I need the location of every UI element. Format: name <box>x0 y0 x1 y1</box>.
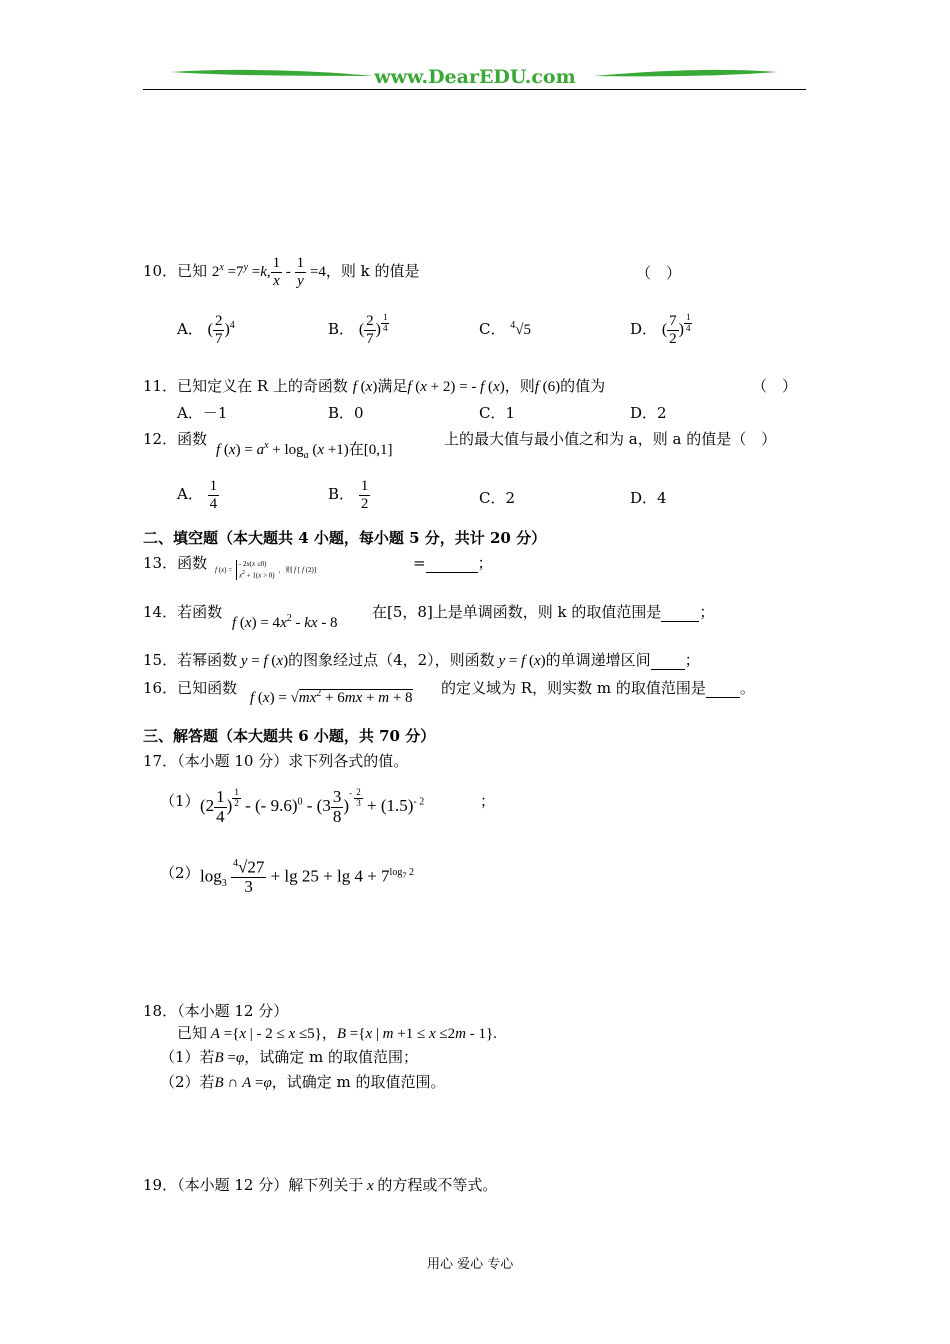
option-b: B．0 <box>328 404 364 422</box>
question-text: ，则 k 的值是 <box>325 262 420 280</box>
option-a: A． ( $\frac{2}{7}$ )$^4$ <box>177 313 235 347</box>
question-text: 的定义域为 R，则实数 m 的取值范围是 。 <box>441 679 755 697</box>
fraction: $\frac{1}{x}$ <box>272 255 281 289</box>
option-b: B． $\frac{1}{2}$ <box>328 478 369 512</box>
option-a: A．－1 <box>177 404 228 422</box>
header-site-name: www.DearEDU.com <box>374 66 576 88</box>
question-14: 14．若函数 <box>143 603 223 621</box>
answer-paren: （ ） <box>752 377 798 395</box>
header-rule <box>143 89 806 90</box>
question-12: 12．函数 <box>143 430 208 448</box>
option-d: D． ( $\frac{7}{2}$ ) $\frac{1}{4}$ <box>630 312 691 347</box>
footer-text: 用心 爱心 专心 <box>427 1257 514 1272</box>
answer-paren: （ ） <box>636 264 682 282</box>
question-16: 16．已知函数 <box>143 679 238 697</box>
equation: f $(x) = a^x + \log_a (x +1)$在[0,1] <box>216 440 393 461</box>
equation: f $(x) = 4x^2$ - kx - 8 <box>232 613 338 631</box>
question-18: 18．（本小题 12 分） <box>143 1002 289 1020</box>
question-number: 10． <box>143 262 178 280</box>
header-banner <box>143 62 806 92</box>
option-d: D．4 <box>630 489 667 507</box>
question-18-part2: （2）若B ∩ A =φ，试确定 m 的取值范围。 <box>160 1073 446 1091</box>
section-title: 二、填空题（本大题共 4 小题，每小题 5 分，共计 20 分） <box>143 529 547 547</box>
option-d: D．2 <box>630 404 667 422</box>
answer-blank[interactable] <box>651 651 685 670</box>
question-13: 13．函数 <box>143 554 208 572</box>
equation: $2^x =7^y =k$, <box>211 262 271 280</box>
semicolon: ； <box>480 792 496 810</box>
expression-2: $\log_3$ $\frac{^4√27}{3}$ + $\lg 25 + \lg 4 + 7^{log_7 2}$ <box>200 857 414 897</box>
question-text: 上的最大值与最小值之和为 a，则 a 的值是（ ） <box>444 430 777 448</box>
option-c: C．2 <box>479 489 516 507</box>
option-c: C． $^4$√5 <box>479 320 531 338</box>
answer-blank[interactable] <box>661 603 699 622</box>
answer-blank[interactable] <box>706 679 740 698</box>
question-text: 在[5，8]上是单调函数，则 k 的取值范围是 ； <box>372 603 715 621</box>
question-15: 15．若幂函数 y = f (x)的图象经过点（4，2），则函数 y = f (x)的单调递增区间 ； <box>143 651 700 669</box>
option-a: A． $\frac{1}{4}$ <box>177 478 218 512</box>
part-label: （1） <box>160 792 200 810</box>
question-text: 已知 <box>177 262 208 280</box>
equation: f $(x) = √mx^2 + 6mx + m + 8$ <box>250 688 413 706</box>
fraction: $\frac{1}{y}$ <box>296 255 305 289</box>
question-18-given: 已知 A ={x | - 2 ≤ x ≤5}，B ={x | m +1 ≤ x ≤2m - 1}. <box>177 1024 497 1042</box>
option-b: B． ( $\frac{2}{7}$ ) $\frac{1}{4}$ <box>328 312 388 347</box>
question-11: 11．已知定义在 R 上的奇函数 f (x)满足f (x + 2) = - f (x)，则f (6)的值为 <box>143 377 606 395</box>
question-10: 10．已知 $2^x =7^y =k$, $\frac{1}{x}$ - $\frac{1}{y}$ =4，则 k 的值是 <box>143 255 420 289</box>
expression-1: (2 $\frac{1}{4}$ ) $\frac{1}{2}$ - (- 9.6)$^0$ - (3 $\frac{3}{8}$ )- $\frac{2}{3}$ + $(1.5)^{- 2}$ <box>200 787 425 826</box>
question-19: 19．（本小题 12 分）解下列关于 x 的方程或不等式。 <box>143 1176 498 1194</box>
piecewise-function: f (x) = - 2x(x ≤0) $x^2 + 1(x > 0)$ ，则 f [ f (2)] <box>215 560 317 580</box>
question-18-part1: （1）若B =φ，试确定 m 的取值范围； <box>160 1048 419 1066</box>
question-17: 17．（本小题 10 分）求下列各式的值。 <box>143 752 409 770</box>
option-c: C．1 <box>479 404 516 422</box>
section-title: 三、解答题（本大题共 6 小题，共 70 分） <box>143 727 436 745</box>
part-label: （2） <box>160 864 200 882</box>
answer-blank[interactable]: = ； <box>413 554 493 572</box>
